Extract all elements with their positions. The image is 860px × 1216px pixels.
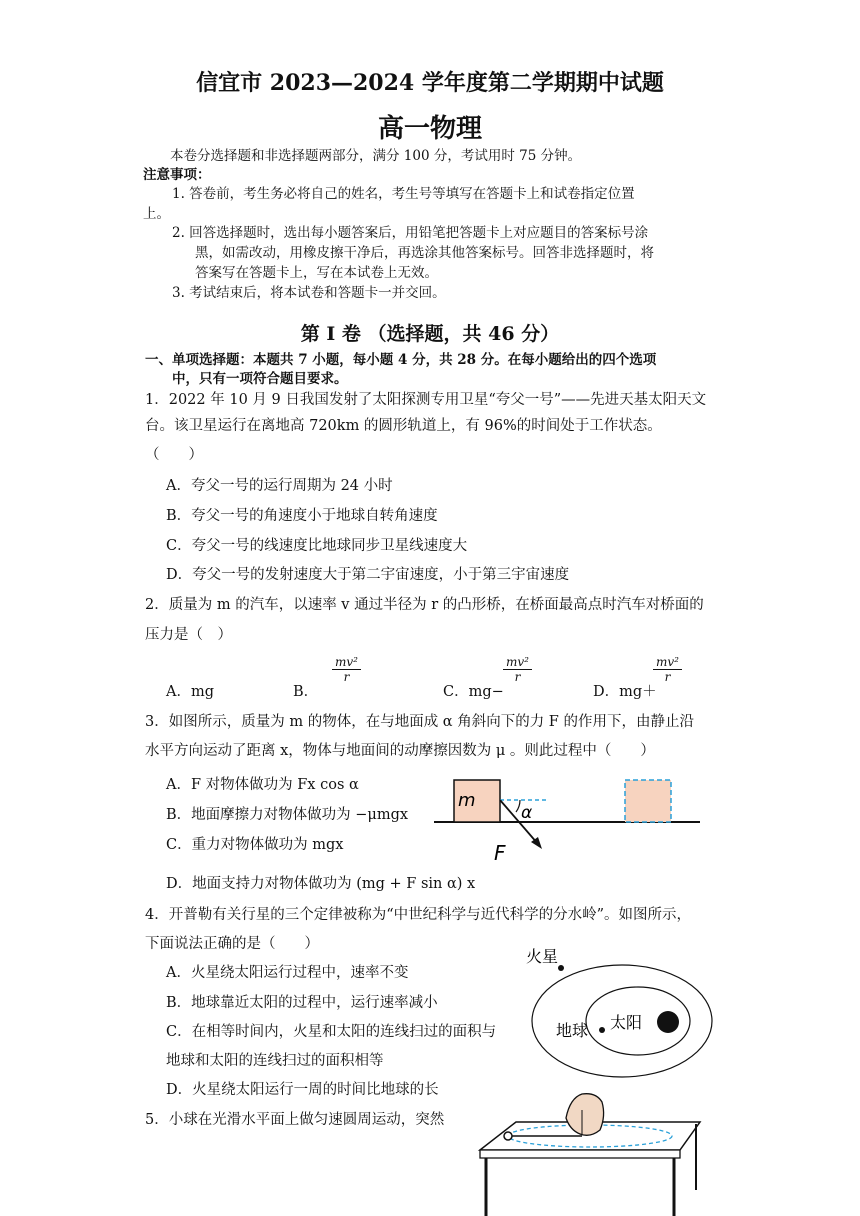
q1-option-d: D．夸父一号的发射速度大于第二宇宙速度，小于第三宇宙速度 — [166, 567, 570, 583]
frac-num: mv² — [332, 655, 361, 670]
q1-blank: （ ） — [145, 447, 203, 463]
angle-arc — [516, 800, 520, 812]
earth-label: 地球 — [556, 1021, 589, 1040]
angle-label: α — [521, 803, 533, 823]
section-instruction-cont: 中，只有一项符合题目要求。 — [172, 371, 348, 387]
q2-stem: 2．质量为 m 的汽车，以速率 v 通过半径为 r 的凸形桥，在桥面最高点时汽车对桥面的 — [145, 597, 704, 613]
section-title: 第 I 卷 （选择题，共 46 分） — [300, 323, 560, 345]
q4-option-c-cont: 地球和太阳的连线扫过的面积相等 — [166, 1053, 384, 1069]
frac-den: r — [514, 670, 521, 684]
exam-title: 信宜市 2023—2024 学年度第二学期期中试题 — [196, 70, 664, 96]
q4-option-d: D．火星绕太阳运行一周的时间比地球的长 — [166, 1082, 439, 1098]
notice-heading: 注意事项： — [143, 167, 211, 183]
note-3: 3. 考试结束后，将本试卷和答题卡一并交回。 — [172, 285, 446, 301]
q4-stem-cont: 下面说法正确的是（ ） — [145, 936, 319, 952]
q3-stem: 3．如图所示，质量为 m 的物体，在与地面成 α 角斜向下的力 F 的作用下，由静止沿 — [145, 714, 694, 730]
frac-den: r — [343, 670, 350, 684]
mars-dot — [558, 965, 564, 971]
note-2-cont: 黑，如需改动，用橡皮擦干净后，再选涂其他答案标号。回答非选择题时，将 — [195, 245, 654, 261]
q3-option-b: B．地面摩擦力对物体做功为 −μmgx — [166, 807, 409, 823]
q3-option-c: C．重力对物体做功为 mgx — [166, 837, 344, 853]
q2-option-a: A．mg — [166, 684, 215, 700]
q2-fraction-c — [503, 655, 532, 684]
frac-num: mv² — [653, 655, 682, 670]
section-instruction: 一、单项选择题：本题共 7 小题，每小题 4 分，共 28 分。在每小题给出的四个选项 — [145, 352, 657, 368]
note-2-cont2: 答案写在答题卡上，写在本试卷上无效。 — [195, 265, 438, 281]
q5-stem: 5．小球在光滑水平面上做匀速圆周运动，突然 — [145, 1112, 445, 1128]
q4-option-c: C．在相等时间内，火星和太阳的连线扫过的面积与 — [166, 1024, 497, 1040]
q1-stem-cont: 台。该卫星运行在离地高 720km 的圆形轨道上，有 96%的时间处于工作状态。 — [145, 418, 662, 434]
block-final — [625, 780, 671, 822]
q2-option-c: C．mg− — [443, 684, 504, 700]
q4-option-a: A．火星绕太阳运行过程中，速率不变 — [166, 965, 409, 981]
ball-icon — [504, 1132, 512, 1140]
q3-option-d: D．地面支持力对物体做功为 (mg + F sin α) x — [166, 876, 476, 892]
q1-option-b: B．夸父一号的角速度小于地球自转角速度 — [166, 508, 438, 524]
q2-option-d: D．mg＋ — [593, 684, 657, 700]
q4-option-b: B．地球靠近太阳的过程中，运行速率减小 — [166, 995, 438, 1011]
mass-label: m — [458, 790, 476, 811]
q4-stem: 4．开普勒有关行星的三个定律被称为“中世纪科学与近代科学的分水岭”。如图所示， — [145, 907, 692, 923]
q2-fraction-d — [653, 655, 682, 684]
q1-stem: 1．2022 年 10 月 9 日我国发射了太阳探测专用卫星“夸父一号”——先进天基太阳天文 — [145, 392, 707, 408]
q2-stem-cont: 压力是（ ） — [145, 627, 232, 643]
sun-icon — [657, 1011, 679, 1033]
q3-force-diagram — [428, 772, 708, 864]
frac-num: mv² — [503, 655, 532, 670]
force-label: F — [494, 841, 506, 864]
q1-option-a: A．夸父一号的运行周期为 24 小时 — [166, 478, 393, 494]
note-2: 2. 回答选择题时，选出每小题答案后，用铅笔把答题卡上对应题目的答案标号涂 — [172, 225, 649, 241]
note-1: 1. 答卷前，考生务必将自己的姓名，考生号等填写在答题卡上和试卷指定位置 — [172, 186, 635, 202]
q3-stem-cont: 水平方向运动了距离 x，物体与地面间的动摩擦因数为 μ 。则此过程中（ ） — [145, 743, 655, 759]
frac-den: r — [664, 670, 671, 684]
table-edge — [480, 1150, 680, 1158]
q2-option-b: B． — [293, 684, 319, 700]
sun-label: 太阳 — [610, 1013, 643, 1032]
hand-icon — [566, 1094, 604, 1136]
subject-title: 高一物理 — [377, 114, 482, 144]
mars-label: 火星 — [526, 947, 559, 966]
note-1-cont: 上。 — [143, 206, 170, 222]
q3-option-a: A．F 对物体做功为 Fx cos α — [166, 777, 359, 793]
q4-orbit-diagram — [520, 940, 720, 1080]
intro-text: 本卷分选择题和非选择题两部分，满分 100 分，考试用时 75 分钟。 — [170, 148, 582, 164]
q1-option-c: C．夸父一号的线速度比地球同步卫星线速度大 — [166, 538, 468, 554]
earth-dot — [599, 1027, 605, 1033]
q2-fraction-b — [332, 655, 361, 684]
q5-table-diagram — [470, 1090, 710, 1216]
